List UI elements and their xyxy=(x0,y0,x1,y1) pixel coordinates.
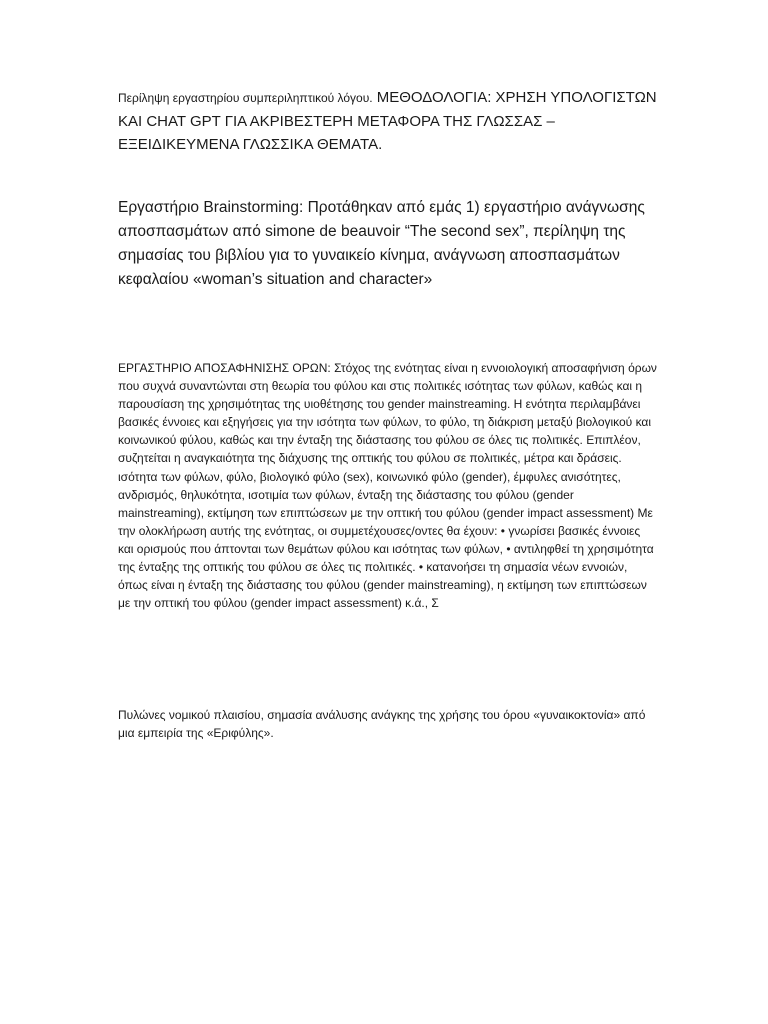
summary-heading: ΜΕΘΟΔΟΛΟΓΙΑ: ΧΡΗΣΗ ΥΠΟΛΟΓΙΣΤΩΝ ΚΑΙ CHAT GPT ΓΙΑ ΑΚΡΙΒΕΣΤΕΡΗ ΜΕΤΑΦΟΡΑ ΤΗΣ ΓΛΩΣΣΑΣ – ΕΞΕΙΔΙΚΕΥΜΕΝΑ ΓΛΩΣΣΙΚΑ ΘΕΜΑΤΑ. xyxy=(118,89,657,153)
summary-paragraph xyxy=(118,86,658,156)
terms-workshop-paragraph: ΕΡΓΑΣΤΗΡΙΟ ΑΠΟΣΑΦΗΝΙΣΗΣ ΟΡΩΝ: Στόχος της ενότητας είναι η εννοιολογική αποσαφήνιση όρων που συχνά συναντώνται στη θεωρία του φύλου και στις πολιτικές ισότητας των φύλων, καθώς και η παρουσίαση της χρησιμότητας της υιοθέτησης του gender mainstreaming. Η ενότητα περιλαμβάνει βασικές έννοιες και εξηγήσεις για την ισότητα των φύλων, το φύλο, τη διάκριση μεταξύ βιολογικού και κοινωνικού φύλου, καθώς και την ένταξη της διάστασης του φύλου σε όλες τις πολιτικές. Επιπλέον, συζητείται η αναγκαιότητα της διάχυσης της οπτικής του φύλου σε πολιτικές, μέτρα και δράσεις. ισότητα των φύλων, φύλο, βιολογικό φύλο (sex), κοινωνικό φύλο (gender), έμφυλες ανισότητες, ανδρισμός, θηλυκότητα, ισοτιμία των φύλων, ένταξη της διάστασης του φύλου (gender mainstreaming), εκτίμηση των επιπτώσεων με την οπτική του φύλου (gender impact assessment) Με την ολοκλήρωση αυτής της ενότητας, οι συμμετέχουσες/οντες θα έχουν: • γνωρίσει βασικές έννοιες και ορισμούς που άπτονται των θεμάτων φύλου και ισότητας των φύλων, • αντιληφθεί τη χρησιμότητα της ένταξης της οπτικής του φύλου σε όλες τις πολιτικές. • κατανοήσει τη σημασία νέων εννοιών, όπως είναι η ένταξη της διάστασης του φύλου (gender mainstreaming), η εκτίμηση των επιπτώσεων με την οπτική του φύλου (gender impact assessment) κ.ά., Σ xyxy=(118,361,657,611)
brainstorming-paragraph: Εργαστήριο Brainstorming: Προτάθηκαν από εμάς 1) εργαστήριο ανάγνωσης αποσπασμάτων από simone de beauvoir “The second sex”, περίληψη της σημασίας του βιβλίου για το γυναικείο κίνημα, ανάγνωση αποσπασμάτων κεφαλαίου «woman’s situation and character» xyxy=(118,199,645,288)
legal-framework-paragraph: Πυλώνες νομικού πλαισίου, σημασία ανάλυσης ανάγκης της χρήσης του όρου «γυναικοκτονία» από μια εμπειρία της «Εριφύλης». xyxy=(118,708,646,740)
summary-intro: Περίληψη εργαστηρίου συμπεριληπτικού λόγου. xyxy=(118,91,373,105)
